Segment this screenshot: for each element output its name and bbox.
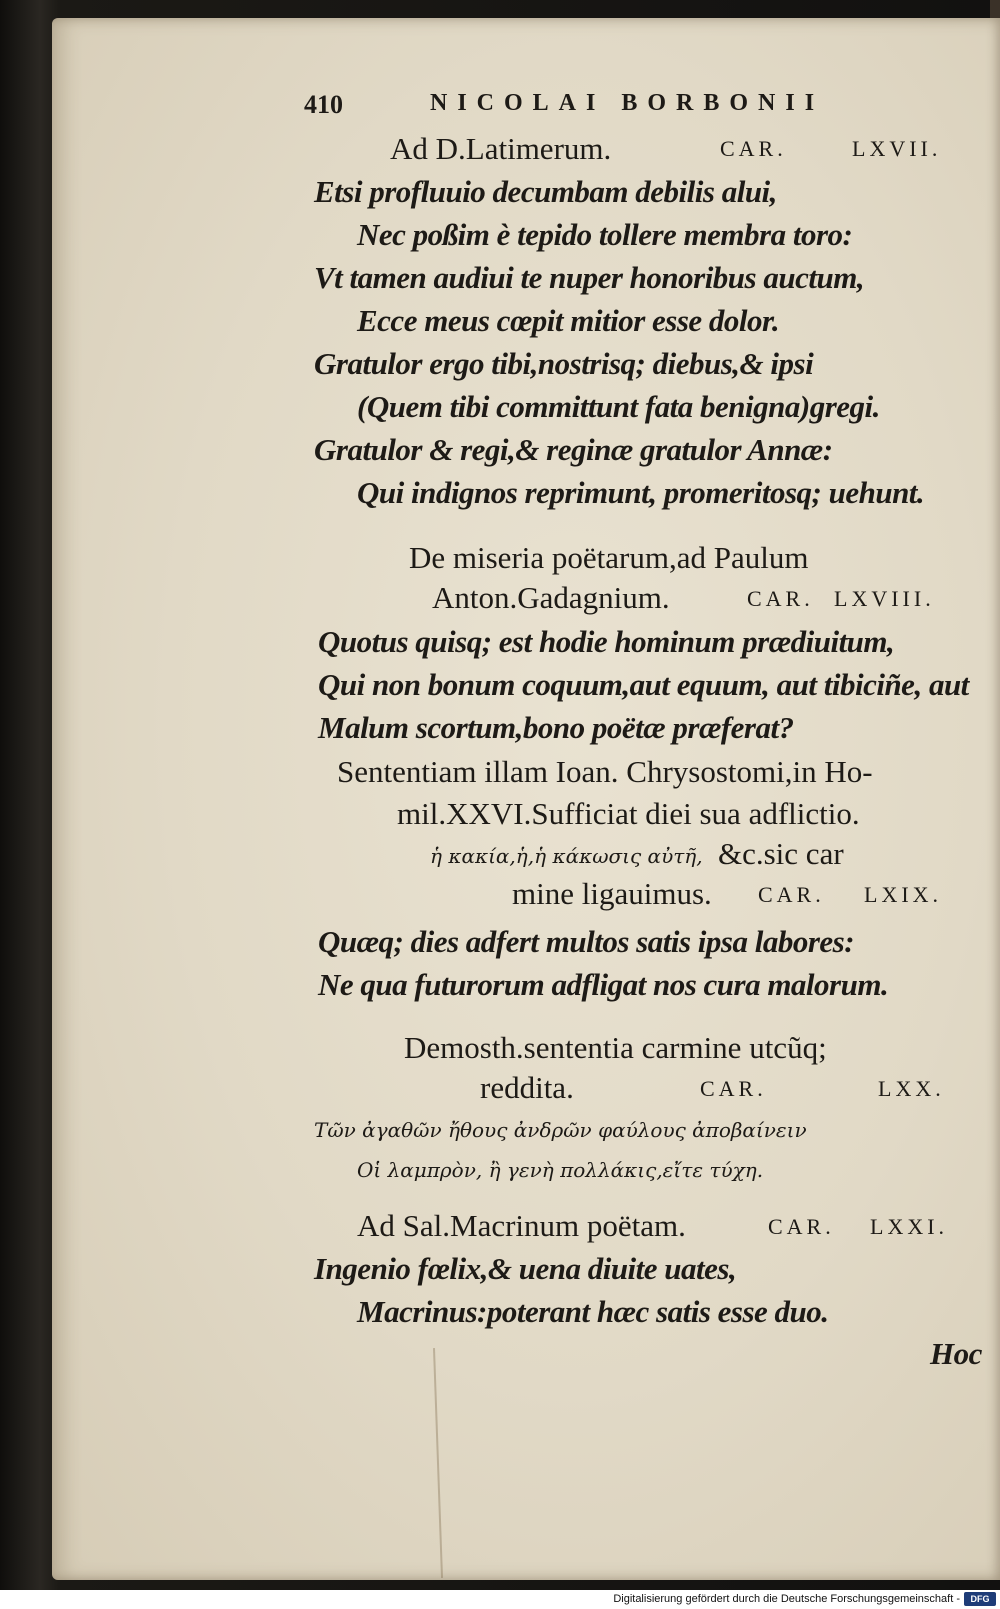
poem-numeral: LXIX.	[864, 882, 943, 907]
car-label: CAR.	[720, 136, 787, 161]
book-page	[52, 18, 1000, 1580]
running-header: NICOLAI BORBONII	[430, 90, 825, 116]
poem-numeral: LXVII.	[852, 136, 942, 161]
car-label: CAR.	[768, 1214, 835, 1239]
verse-line: Gratulor ergo tibi,nostrisq; diebus,& ipsi	[314, 346, 814, 381]
poem-title: mil.XXVI.Sufficiat diei sua adflictio.	[397, 796, 860, 831]
car-label: CAR.	[758, 882, 825, 907]
verse-line: Quotus quisq; est hodie hominum prædiuitum,	[318, 624, 895, 659]
poem-title: Anton.Gadagnium.	[432, 580, 670, 615]
greek-verse: Οἱ λαμπρὸν, ἢ γενὴ πολλάκις,εἴτε τύχη.	[357, 1158, 764, 1182]
verse-line: Ingenio fœlix,& uena diuite uates,	[314, 1251, 737, 1286]
poem-title: Demosth.sententia carmine utcũq;	[404, 1030, 827, 1065]
poem-title: Ad Sal.Macrinum poëtam.	[357, 1208, 686, 1243]
dfg-logo: DFG	[964, 1592, 996, 1606]
verse-line: Macrinus:poterant hæc satis esse duo.	[357, 1294, 829, 1329]
verse-line: Ecce meus cœpit mitior esse dolor.	[357, 303, 780, 338]
greek-quote: ἡ κακία,ἡ,ἡ κάκωσις αὐτῆ,	[430, 844, 703, 868]
verse-line: Qui indignos reprimunt, promeritosq; uehunt.	[357, 475, 925, 510]
verse-line: Vt tamen audiui te nuper honoribus auctum,	[314, 260, 865, 295]
poem-title: mine ligauimus.	[512, 876, 712, 911]
verse-line: Nec poßim è tepido tollere membra toro:	[357, 217, 853, 252]
verse-line: Qui non bonum coquum,aut equum, aut tibiciñe, aut	[318, 667, 969, 702]
verse-line: Malum scortum,bono poëtæ præferat?	[318, 710, 794, 745]
poem-title: reddita.	[480, 1070, 574, 1105]
poem-numeral: LXVIII.	[834, 586, 935, 611]
poem-title: Sententiam illam Ioan. Chrysostomi,in Ho-	[337, 754, 873, 789]
verse-line: Gratulor & regi,& reginæ gratulor Annæ:	[314, 432, 833, 467]
poem-title: Ad D.Latimerum.	[390, 131, 612, 166]
verse-line: Ne qua futurorum adfligat nos cura malorum.	[318, 967, 889, 1002]
poem-numeral: LXXI.	[870, 1214, 949, 1239]
verse-line: Etsi profluuio decumbam debilis alui,	[314, 174, 777, 209]
verse-line: Quæq; dies adfert multos satis ipsa labores:	[318, 924, 855, 959]
car-label: CAR.	[700, 1076, 767, 1101]
catchword: Hoc	[930, 1336, 982, 1371]
digitization-footer	[0, 1590, 1000, 1609]
verse-line: (Quem tibi committunt fata benigna)gregi.	[357, 389, 880, 424]
poem-title: &c.sic car	[718, 836, 844, 871]
footer-credit: Digitalisierung gefördert durch die Deutsche Forschungsgemeinschaft -	[613, 1593, 960, 1605]
greek-verse: Τῶν ἀγαθῶν ἤθους ἀνδρῶν φαύλους ἀποβαίνειν	[314, 1118, 807, 1142]
poem-title: De miseria poëtarum,ad Paulum	[409, 540, 809, 575]
car-label: CAR.	[747, 586, 814, 611]
poem-numeral: LXX.	[878, 1076, 945, 1101]
page-number: 410	[304, 90, 343, 119]
